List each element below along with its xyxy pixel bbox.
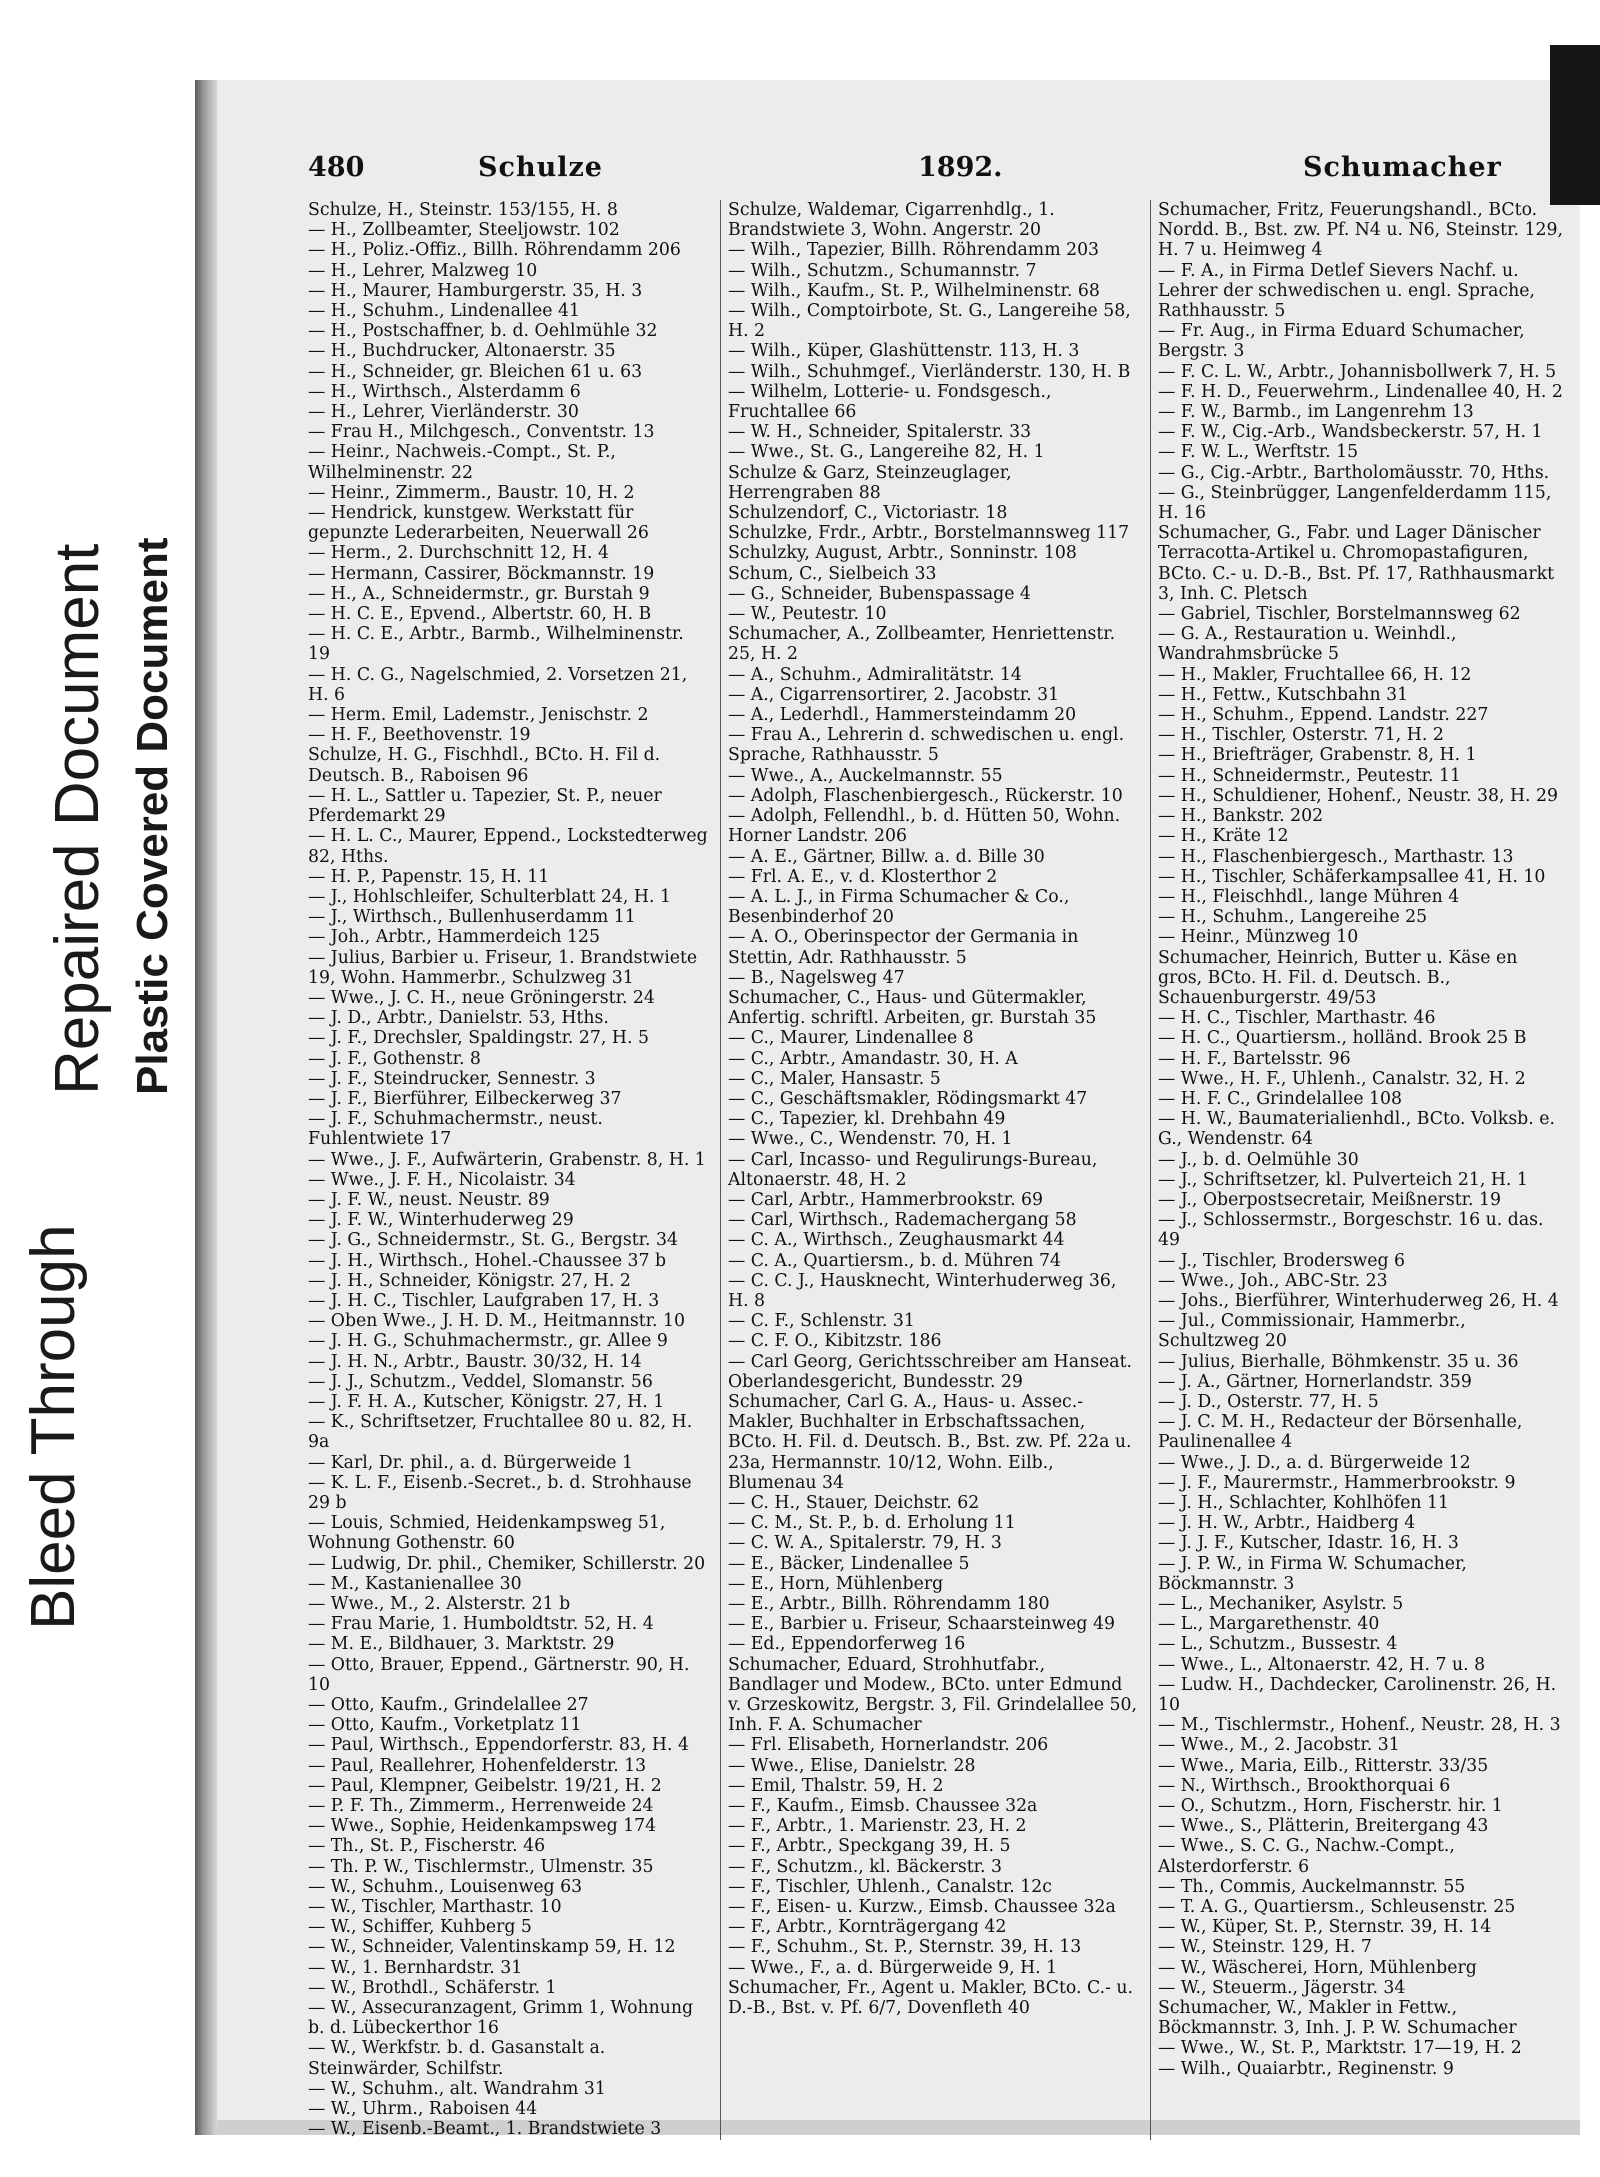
directory-entry: — J. F., Schuhmachermstr., neust. Fuhlentwiete 17 [308,1109,603,1150]
directory-entry: — W., Brothdl., Schäferstr. 1 [308,1977,557,1998]
directory-entry: — Herm. Emil, Lademstr., Jenischstr. 2 [308,705,649,726]
directory-entry: Schumacher, Carl G. A., Haus- u. Assec.-Makler, Buchhalter in Erbschaftssachen, BCto. H. Fil. d. Deutsch. B., Bst. zw. Pf. 22a u. 23a, Hermannstr. 10/12, Wohn. Eilb., Blumenau 34 [728,1391,1132,1493]
directory-entry: — Paul, Reallehrer, Hohenfelderstr. 13 [308,1755,647,1776]
directory-entry: — W., Schuhm., Louisenweg 63 [308,1876,583,1897]
annotation-sidebar [0,0,195,2177]
directory-entry: — T. A. G., Quartiersm., Schleusenstr. 25 [1158,1897,1516,1918]
directory-page [228,82,1568,2140]
directory-entry: — C., Maurer, Lindenallee 8 [728,1028,974,1049]
directory-entry: — C. A., Quartiersm., b. d. Mühren 74 [728,1250,1062,1271]
directory-entry: — J. F. H. A., Kutscher, Königstr. 27, H. 1 [308,1391,665,1412]
directory-entry: Schumacher, Heinrich, Butter u. Käse en gros, BCto. H. Fil. d. Deutsch. B., Schauenburgerstr. 49/53 [1158,947,1518,1008]
directory-entry: — Wwe., C., Wendenstr. 70, H. 1 [728,1129,1013,1150]
directory-entry: — H., Schneider, gr. Bleichen 61 u. 63 [308,361,643,382]
directory-entry: — Wwe., F., a. d. Bürgerweide 9, H. 1 [728,1957,1058,1978]
directory-entry: — J., b. d. Oelmühle 30 [1158,1149,1359,1170]
directory-entry: — J. J. F., Kutscher, Idastr. 16, H. 3 [1158,1533,1459,1554]
directory-entry: — Wwe., St. G., Langereihe 82, H. 1 [728,442,1045,463]
directory-entry: — L., Margarethenstr. 40 [1158,1614,1380,1635]
directory-entry: — Wwe., J. F. H., Nicolaistr. 34 [308,1169,576,1190]
directory-entry: — Wwe., J. D., a. d. Bürgerweide 12 [1158,1452,1471,1473]
directory-entry: — H., Zollbeamter, Steeljowstr. 102 [308,220,620,241]
directory-entry: — J. F., Steindrucker, Sennestr. 3 [308,1068,596,1089]
directory-entry: — E., Horn, Mühlenberg [728,1573,944,1594]
year-heading: 1892. [918,152,1003,183]
directory-entry: — L., Mechaniker, Asylstr. 5 [1158,1594,1404,1615]
directory-entry: — Wilh., Quaiarbtr., Reginenstr. 9 [1158,2058,1454,2079]
directory-entry: — Heinr., Münzweg 10 [1158,927,1359,948]
directory-entry: — J. H., Schlachter, Kohlhöfen 11 [1158,1493,1449,1513]
directory-entry: — J., Schlossermstr., Borgeschstr. 16 u. das. 49 [1158,1210,1544,1251]
directory-entry: Schulzendorf, C., Victoriastr. 18 [728,503,1008,524]
directory-entry: — F., Arbtr., Kornträgergang 42 [728,1917,1007,1938]
directory-entry: — K., Schriftsetzer, Fruchtallee 80 u. 82, H. 9a [308,1412,693,1453]
directory-entry: — M., Kastanienallee 30 [308,1573,522,1594]
directory-entry: — J. H., Schneider, Königstr. 27, H. 2 [308,1270,631,1291]
left-column [308,200,708,2140]
directory-entry: — H. C. E., Epvend., Albertstr. 60, H. B [308,604,652,625]
directory-entry: — Karl, Dr. phil., a. d. Bürgerweide 1 [308,1452,633,1473]
directory-entry: — H., Schneidermstr., Peutestr. 11 [1158,765,1461,786]
directory-entry: — Adolph, Flaschenbiergesch., Rückerstr. 10 [728,785,1123,806]
directory-entry: — W., Peutestr. 10 [728,604,887,625]
directory-entry: Schulze, Waldemar, Cigarrenhdlg., 1. Brandstwiete 3, Wohn. Angerstr. 20 [728,200,1055,241]
directory-entry: — F., Kaufm., Eimsb. Chaussee 32a [728,1796,1038,1817]
directory-entry: — E., Barbier u. Friseur, Schaarsteinweg 49 [728,1614,1115,1635]
directory-entry: Schumacher, A., Zollbeamter, Henriettenstr. 25, H. 2 [728,624,1116,665]
directory-entry: — G. A., Restauration u. Weinhdl., Wandrahmsbrücke 5 [1158,624,1457,665]
directory-entry: — H. F., Bartelsstr. 96 [1158,1048,1351,1069]
directory-entry: — J., Tischler, Brodersweg 6 [1158,1250,1406,1271]
directory-entry: — Carl, Wirthsch., Rademachergang 58 [728,1210,1077,1231]
directory-entry: — H., Kräte 12 [1158,826,1289,847]
directory-entry: — H. F., Beethovenstr. 19 [308,725,531,746]
directory-entry: — G., Schneider, Bubenspassage 4 [728,583,1031,604]
directory-entry: — H. P., Papenstr. 15, H. 11 [308,866,550,887]
directory-entry: — Th., Commis, Auckelmannstr. 55 [1158,1876,1466,1897]
directory-entry: — Otto, Brauer, Eppend., Gärtnerstr. 90, H. 10 [308,1654,690,1695]
directory-entry: Schumacher, G., Fabr. und Lager Dänischer Terracotta-Artikel u. Chromopastafiguren, BCto. C.- u. D.-B., Bst. Pf. 17, Rathhausmarkt 3, Inh. C. Pletsch [1158,523,1555,604]
directory-entry: — H., Fettw., Kutschbahn 31 [1158,684,1409,705]
directory-entry: — Wwe., H. F., Uhlenh., Canalstr. 32, H. 2 [1158,1068,1526,1089]
directory-entry: — A., Schuhm., Admiralitätstr. 14 [728,664,1022,685]
directory-entry: — Th. P. W., Tischlermstr., Ulmenstr. 35 [308,1856,654,1877]
plastic-covered-label: Plastic Covered Document [128,537,177,1095]
directory-entry: Schumacher, W., Makler in Fettw., Böckmannstr. 3, Inh. J. P. W. Schumacher [1158,1998,1517,2039]
directory-entry: — J. H. N., Arbtr., Baustr. 30/32, H. 14 [308,1351,642,1372]
directory-entry: — H. C. G., Nagelschmied, 2. Vorsetzen 21, H. 6 [308,664,688,705]
directory-entry: — J. F., Maurermstr., Hammerbrookstr. 9 [1158,1472,1516,1493]
directory-entry: — Wwe., L., Altonaerstr. 42, H. 7 u. 8 [1158,1654,1486,1675]
directory-entry: — C. M., St. P., b. d. Erholung 11 [728,1513,1016,1534]
directory-entry: — Wwe., Elise, Danielstr. 28 [728,1755,976,1776]
directory-entry: — H., Bankstr. 202 [1158,806,1324,827]
directory-entry: — A. L. J., in Firma Schumacher & Co., Besenbinderhof 20 [728,886,1070,928]
directory-entry: — J. C. M. H., Redacteur der Börsenhalle, Paulinenallee 4 [1158,1412,1523,1453]
page-header [228,152,1568,192]
directory-entry: — J. F. W., Winterhuderweg 29 [308,1210,574,1231]
directory-entry: — W. H., Schneider, Spitalerstr. 33 [728,422,1032,443]
repaired-document-label: Repaired Document [43,543,112,1095]
directory-entry: — Heinr., Zimmerm., Baustr. 10, H. 2 [308,482,635,503]
directory-entry: — W., Wäscherei, Horn, Mühlenberg [1158,1957,1477,1978]
directory-entry: Schulzky, August, Arbtr., Sonninstr. 108 [728,543,1077,564]
directory-entry: — G., Steinbrügger, Langenfelderdamm 115, H. 16 [1158,482,1552,524]
directory-entry: — Carl, Incasso- und Regulirungs-Bureau, Altonaerstr. 48, H. 2 [728,1149,1098,1190]
left-running-head: Schulze [478,152,603,183]
directory-entry: — F., Schuhm., St. P., Sternstr. 39, H. 13 [728,1937,1082,1958]
directory-entry: — H., Tischler, Osterstr. 71, H. 2 [1158,725,1444,746]
directory-entry: — Wilhelm, Lotterie- u. Fondsgesch., Fruchtallee 66 [728,381,1052,423]
directory-entry: — Jul., Commissionair, Hammerbr., Schultzweg 20 [1158,1311,1466,1352]
directory-entry: — Wwe., Maria, Eilb., Ritterstr. 33/35 [1158,1755,1489,1776]
directory-entry: — F., Tischler, Uhlenh., Canalstr. 12c [728,1876,1052,1897]
directory-entry: — Wwe., A., Auckelmannstr. 55 [728,765,1003,786]
page-number: 480 [308,152,365,183]
directory-entry: — H., Wirthsch., Alsterdamm 6 [308,381,581,402]
directory-entry: — J. F., Gothenstr. 8 [308,1048,481,1069]
directory-entry: — C., Maler, Hansastr. 5 [728,1068,941,1089]
directory-entry: — F. H. D., Feuerwehrm., Lindenallee 40, H. 2 [1158,381,1563,402]
directory-entry: — J., Oberpostsecretair, Meißnerstr. 19 [1158,1189,1501,1210]
bleed-through-label: Bleed Through [19,1224,88,1630]
directory-entry: — Wilh., Kaufm., St. P., Wilhelminenstr. 68 [728,280,1100,301]
directory-entry: — H., Poliz.-Offiz., Billh. Röhrendamm 206 [308,240,681,261]
directory-entry: — Wwe., Sophie, Heidenkampsweg 174 [308,1816,657,1837]
directory-entry: — Wwe., Joh., ABC-Str. 23 [1158,1270,1388,1291]
directory-entry: — W., Steinstr. 129, H. 7 [1158,1937,1372,1958]
directory-entry: — Wwe., S. C. G., Nachw.-Compt., Alsterdorferstr. 6 [1158,1836,1455,1877]
directory-entry: — H. F. C., Grindelallee 108 [1158,1088,1403,1109]
directory-entry: — J., Hohlschleifer, Schulterblatt 24, H. 1 [308,886,671,907]
directory-entry: — Wwe., W., St. P., Marktstr. 17—19, H. 2 [1158,2038,1522,2059]
directory-entry: — J. H. W., Arbtr., Haidberg 4 [1158,1513,1416,1534]
directory-entry: — W., Assecuranzagent, Grimm 1, Wohnung b. d. Lübeckerthor 16 [308,1998,694,2039]
directory-entry: — C. F. O., Kibitzstr. 186 [728,1331,942,1352]
directory-entry: — W., Schuhm., alt. Wandrahm 31 [308,2078,606,2099]
directory-entry: — H., Makler, Fruchtallee 66, H. 12 [1158,664,1472,685]
directory-entry: — P. F. Th., Zimmerm., Herrenweide 24 [308,1796,654,1817]
directory-entry: Schulze & Garz, Steinzeuglager, Herrengraben 88 [728,462,1012,503]
directory-entry: — C., Arbtr., Amandastr. 30, H. A [728,1048,1018,1069]
directory-entry: — Wwe., S., Plätterin, Breitergang 43 [1158,1816,1489,1837]
directory-entry: — F., Arbtr., Speckgang 39, H. 5 [728,1836,1011,1857]
directory-entry: — J., Schriftsetzer, kl. Pulverteich 21, H. 1 [1158,1169,1528,1190]
directory-entry: — Th., St. P., Fischerstr. 46 [308,1836,546,1857]
directory-entry: — H., Lehrer, Vierländerstr. 30 [308,402,579,423]
directory-entry: — L., Schutzm., Bussestr. 4 [1158,1634,1398,1655]
directory-entry: — Wilh., Comptoirbote, St. G., Langereihe 58, H. 2 [728,301,1131,342]
directory-entry: — H. C., Quartiersm., holländ. Brook 25 B [1158,1028,1527,1049]
directory-entry: — Gabriel, Tischler, Borstelmannsweg 62 [1158,604,1521,625]
directory-entry: — J. H. C., Tischler, Laufgraben 17, H. 3 [308,1290,660,1311]
directory-entry: — H., Schuhm., Langereihe 25 [1158,907,1428,928]
middle-column [728,200,1138,2018]
directory-entry: — H., Buchdrucker, Altonaerstr. 35 [308,341,616,362]
directory-entry: — A., Cigarrensortirer, 2. Jacobstr. 31 [728,684,1060,705]
directory-entry: — J. H., Wirthsch., Hohel.-Chaussee 37 b [308,1250,667,1271]
directory-entry: — Adolph, Fellendhl., b. d. Hütten 50, Wohn. Horner Landstr. 206 [728,806,1121,847]
directory-entry: — H., Flaschenbiergesch., Marthastr. 13 [1158,846,1514,867]
directory-entry: Schum, C., Sielbeich 33 [728,563,937,584]
directory-entry: — W., Tischler, Marthastr. 10 [308,1897,562,1918]
directory-entry: — J. P. W., in Firma W. Schumacher, Böckmannstr. 3 [1158,1553,1467,1594]
directory-entry: — W., Eisenb.-Beamt., 1. Brandstwiete 3 [308,2119,662,2140]
directory-entry: — Emil, Thalstr. 59, H. 2 [728,1775,944,1796]
directory-entry: Schumacher, Eduard, Strohhutfabr., Bandlager und Modew., BCto. unter Edmund v. Grzeskowitz, Bergstr. 3, Fil. Grindelallee 50, Inh. F. A. Schumacher [728,1654,1137,1736]
directory-entry: — Fr. Aug., in Firma Eduard Schumacher, Bergstr. 3 [1158,321,1525,362]
directory-entry: — Frau A., Lehrerin d. schwedischen u. engl. Sprache, Rathhausstr. 5 [728,725,1125,766]
right-running-head: Schumacher [1303,152,1502,183]
directory-entry: — Louis, Schmied, Heidenkampsweg 51, Wohnung Gothenstr. 60 [308,1513,666,1554]
directory-entry: — Ed., Eppendorferweg 16 [728,1634,966,1655]
directory-entry: — H. C. E., Arbtr., Barmb., Wilhelminenstr. 19 [308,624,684,665]
column-divider [720,200,721,2140]
directory-entry: — H. W., Baumaterialienhdl., BCto. Volksb. e. G., Wendenstr. 64 [1158,1109,1555,1150]
directory-entry: — Wilh., Schuhmgef., Vierländerstr. 130, H. B [728,361,1131,382]
directory-entry: — Wilh., Küper, Glashüttenstr. 113, H. 3 [728,341,1080,362]
column-divider [1150,200,1151,2140]
directory-entry: — E., Bäcker, Lindenallee 5 [728,1553,970,1574]
directory-entry: — J. D., Arbtr., Danielstr. 53, Hths. [308,1008,609,1029]
directory-entry: — M., Tischlermstr., Hohenf., Neustr. 28, H. 3 [1158,1715,1561,1736]
directory-entry: — Hendrick, kunstgew. Werkstatt für gepunzte Lederarbeiten, Neuerwall 26 [308,503,649,544]
directory-entry: — H., Lehrer, Malzweg 10 [308,260,538,281]
directory-entry: — H. L., Sattler u. Tapezier, St. P., neuer Pferdemarkt 29 [308,785,662,827]
directory-entry: — J. F., Bierführer, Eilbeckerweg 37 [308,1088,622,1109]
directory-entry: Schumacher, C., Haus- und Gütermakler, Anfertig. schriftl. Arbeiten, gr. Burstah 35 [728,987,1097,1029]
directory-entry: — J., Wirthsch., Bullenhuserdamm 11 [308,907,636,928]
directory-entry: — H., Postschaffner, b. d. Oehlmühle 32 [308,321,658,342]
directory-entry: — Johs., Bierführer, Winterhuderweg 26, H. 4 [1158,1290,1559,1311]
directory-entry: — H., Maurer, Hamburgerstr. 35, H. 3 [308,280,643,301]
directory-entry: — Herm., 2. Durchschnitt 12, H. 4 [308,543,609,564]
directory-entry: — A., Lederhdl., Hammersteindamm 20 [728,705,1077,726]
directory-entry: — Julius, Bierhalle, Böhmkenstr. 35 u. 36 [1158,1351,1519,1372]
directory-entry: — J. F. W., neust. Neustr. 89 [308,1189,550,1210]
page-binding-shadow [195,80,217,2135]
directory-entry: — Otto, Kaufm., Grindelallee 27 [308,1695,589,1716]
directory-entry: — Wilh., Tapezier, Billh. Röhrendamm 203 [728,240,1100,261]
directory-entry: — H. C., Tischler, Marthastr. 46 [1158,1008,1436,1029]
directory-entry: — F. W., Barmb., im Langenrehm 13 [1158,402,1474,423]
directory-entry: — F., Arbtr., 1. Marienstr. 23, H. 2 [728,1816,1027,1837]
directory-entry: — H., Schuhm., Eppend. Landstr. 227 [1158,705,1489,726]
directory-entry: — J. H. G., Schuhmachermstr., gr. Allee 9 [308,1331,668,1352]
directory-entry: Schulzke, Frdr., Arbtr., Borstelmannsweg 117 [728,523,1130,544]
directory-entry: — Otto, Kaufm., Vorketplatz 11 [308,1715,582,1736]
directory-entry: — J. G., Schneidermstr., St. G., Bergstr. 34 [308,1230,678,1251]
directory-entry: Schulze, H., Steinstr. 153/155, H. 8 [308,200,618,220]
directory-entry: — C. C. J., Hausknecht, Winterhuderweg 36, H. 8 [728,1270,1117,1311]
directory-entry: — Wwe., J. C. H., neue Gröningerstr. 24 [308,987,655,1008]
directory-entry: Schumacher, Fr., Agent u. Makler, BCto. C.- u. D.-B., Bst. v. Pf. 6/7, Dovenfleth 40 [728,1977,1134,2019]
directory-entry: — Wilh., Schutzm., Schumannstr. 7 [728,260,1037,281]
directory-entry: — Carl, Arbtr., Hammerbrookstr. 69 [728,1189,1044,1210]
directory-entry: Schulze, H. G., Fischhdl., BCto. H. Fil d. Deutsch. B., Raboisen 96 [308,745,661,786]
directory-entry: — W., Küper, St. P., Sternstr. 39, H. 14 [1158,1917,1492,1938]
directory-entry: — C., Geschäftsmakler, Rödingsmarkt 47 [728,1088,1088,1109]
directory-entry: — J. D., Osterstr. 77, H. 5 [1158,1391,1379,1412]
directory-entry: — C., Tapezier, kl. Drehbahn 49 [728,1109,1006,1130]
directory-entry: — W., 1. Bernhardstr. 31 [308,1957,523,1978]
directory-entry: — O., Schutzm., Horn, Fischerstr. hir. 1 [1158,1796,1503,1817]
directory-entry: — Paul, Klempner, Geibelstr. 19/21, H. 2 [308,1775,662,1796]
directory-entry: — F., Eisen- u. Kurzw., Eimsb. Chaussee 32a [728,1897,1116,1918]
directory-entry: — F. W., Cig.-Arb., Wandsbeckerstr. 57, H. 1 [1158,422,1543,443]
directory-entry: — H., Tischler, Schäferkampsallee 41, H. 10 [1158,866,1546,887]
directory-entry: — G., Cig.-Arbtr., Bartholomäusstr. 70, Hths. [1158,462,1550,483]
directory-entry: — Wwe., M., 2. Alsterstr. 21 b [308,1594,571,1615]
directory-entry: — Ludw. H., Dachdecker, Carolinenstr. 26, H. 10 [1158,1674,1557,1716]
directory-entry: — F. C. L. W., Arbtr., Johannisbollwerk 7, H. 5 [1158,361,1557,382]
directory-entry: — W., Uhrm., Raboisen 44 [308,2099,538,2120]
directory-entry: — Heinr., Nachweis.-Compt., St. P., Wilhelminenstr. 22 [308,442,616,483]
directory-entry: — Julius, Barbier u. Friseur, 1. Brandstwiete 19, Wohn. Hammerbr., Schulzweg 31 [308,947,698,988]
directory-entry: — W., Steuerm., Jägerstr. 34 [1158,1977,1406,1998]
directory-entry: — A. E., Gärtner, Billw. a. d. Bille 30 [728,846,1045,867]
directory-entry: — J. F., Drechsler, Spaldingstr. 27, H. 5 [308,1028,649,1049]
directory-entry: — E., Arbtr., Billh. Röhrendamm 180 [728,1594,1050,1615]
directory-entry: — W., Schiffer, Kuhberg 5 [308,1917,532,1938]
directory-entry: — C. F., Schlenstr. 31 [728,1311,915,1332]
directory-entry: — A. O., Oberinspector der Germania in Stettin, Adr. Rathhausstr. 5 [728,927,1079,968]
directory-entry: — H. L. C., Maurer, Eppend., Lockstedterweg 82, Hths. [308,826,708,867]
directory-entry: — C. H., Stauer, Deichstr. 62 [728,1493,980,1513]
directory-entry: — W., Schneider, Valentinskamp 59, H. 12 [308,1937,676,1958]
directory-entry: — N., Wirthsch., Brookthorquai 6 [1158,1775,1451,1796]
directory-entry: — Oben Wwe., J. H. D. M., Heitmannstr. 10 [308,1311,686,1332]
directory-entry: — Paul, Wirthsch., Eppendorferstr. 83, H. 4 [308,1735,689,1756]
right-column [1158,200,1563,2079]
directory-entry: — H., Briefträger, Grabenstr. 8, H. 1 [1158,745,1477,766]
directory-entry: — Frl. Elisabeth, Hornerlandstr. 206 [728,1735,1049,1756]
directory-entry: — Ludwig, Dr. phil., Chemiker, Schillerstr. 20 [308,1553,706,1574]
directory-entry: — W., Werkfstr. b. d. Gasanstalt a. Steinwärder, Schilfstr. [308,2038,606,2079]
directory-entry: — F. W. L., Werftstr. 15 [1158,442,1359,463]
directory-entry: — M. E., Bildhauer, 3. Marktstr. 29 [308,1634,615,1655]
directory-entry: Schumacher, Fritz, Feuerungshandl., BCto. Nordd. B., Bst. zw. Pf. N4 u. N6, Steinstr. 129, H. 7 u. Heimweg 4 [1158,200,1563,261]
directory-entry: — Hermann, Cassirer, Böckmannstr. 19 [308,563,655,584]
directory-entry: — H., Schuldiener, Hohenf., Neustr. 38, H. 29 [1158,785,1559,806]
directory-entry: — C. W. A., Spitalerstr. 79, H. 3 [728,1533,1002,1554]
directory-entry: — K. L. F., Eisenb.-Secret., b. d. Strohhause 29 b [308,1472,692,1513]
directory-entry: — Wwe., J. F., Aufwärterin, Grabenstr. 8, H. 1 [308,1149,706,1170]
directory-entry: — F., Schutzm., kl. Bäckerstr. 3 [728,1856,1003,1877]
directory-entry: — Joh., Arbtr., Hammerdeich 125 [308,927,601,948]
directory-entry: — F. A., in Firma Detlef Sievers Nachf. u. Lehrer der schwedischen u. engl. Sprache, Rathhausstr. 5 [1158,260,1535,322]
directory-entry: — Frau H., Milchgesch., Conventstr. 13 [308,422,655,443]
directory-entry: — H., Fleischhdl., lange Mühren 4 [1158,886,1460,907]
directory-entry: — C. A., Wirthsch., Zeughausmarkt 44 [728,1230,1065,1251]
directory-entry: — J. A., Gärtner, Hornerlandstr. 359 [1158,1371,1472,1392]
directory-entry: — J. J., Schutzm., Veddel, Slomanstr. 56 [308,1371,653,1392]
directory-entry: — H., A., Schneidermstr., gr. Burstah 9 [308,583,650,604]
directory-entry: — Frau Marie, 1. Humboldtstr. 52, H. 4 [308,1614,654,1635]
directory-entry: — H., Schuhm., Lindenallee 41 [308,301,580,322]
directory-entry: — Wwe., M., 2. Jacobstr. 31 [1158,1735,1400,1756]
directory-entry: — Carl Georg, Gerichtsschreiber am Hanseat. Oberlandesgericht, Bundesstr. 29 [728,1351,1133,1392]
directory-entry: — Frl. A. E., v. d. Klosterthor 2 [728,866,998,887]
directory-entry: — B., Nagelsweg 47 [728,967,905,988]
